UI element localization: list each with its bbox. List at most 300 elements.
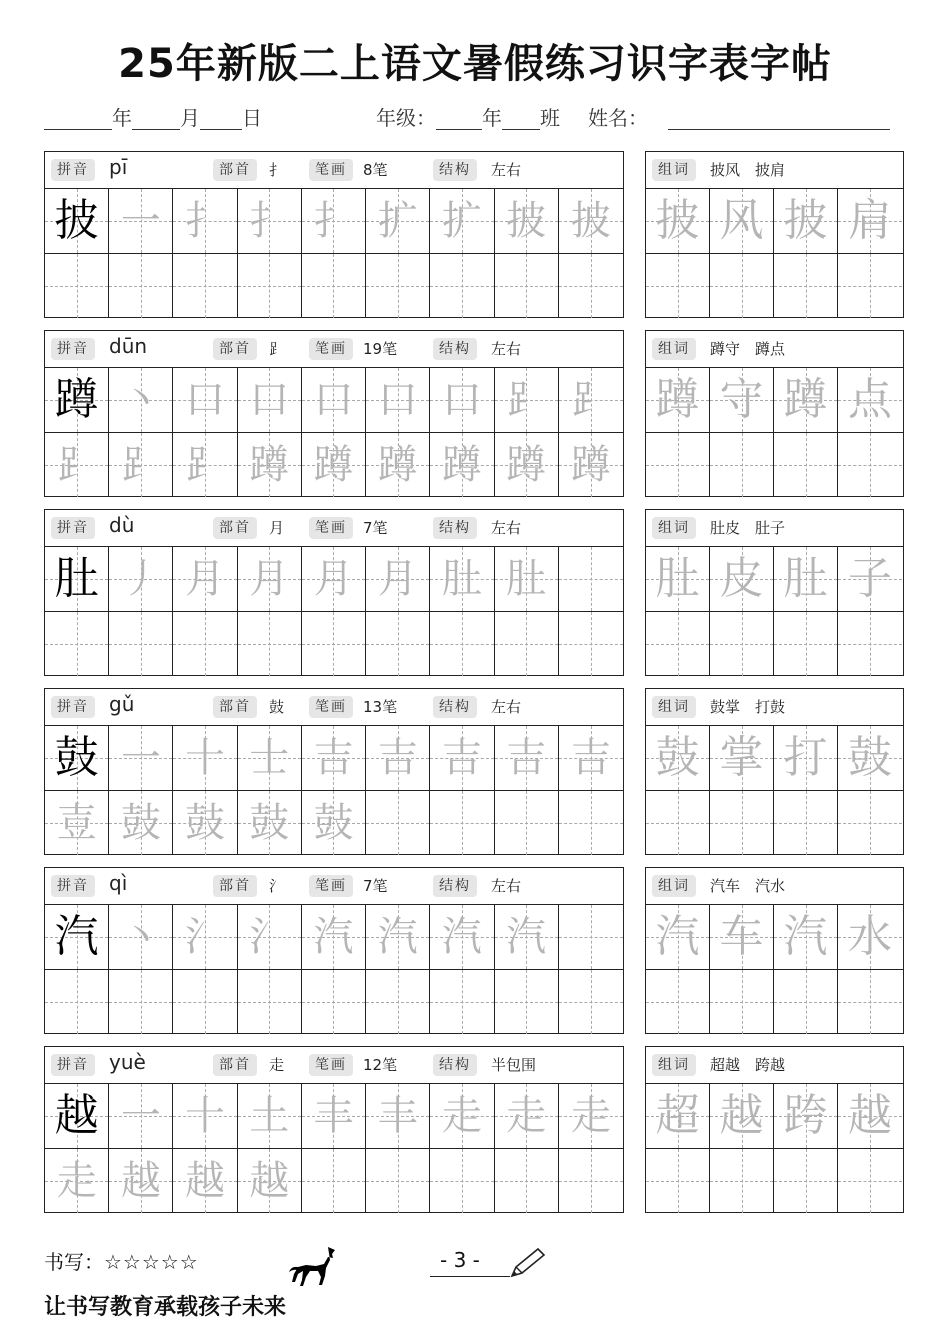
trace-character: 披 [655,195,700,246]
writing-cell[interactable] [173,189,237,253]
writing-cell[interactable] [495,254,559,318]
trace-character: 点 [848,374,892,425]
stroke-step: 口 [441,377,482,423]
stroke-step: 扌 [313,198,354,244]
structure-tag: 结构 [433,338,477,360]
stroke-step: 蹲 [441,442,482,488]
horse-icon [288,1244,340,1288]
character-info-header [45,1047,623,1084]
structure-value: 左右 [491,877,522,895]
grade-year-label: 年 [482,106,502,130]
stroke-step: 走 [506,1093,547,1139]
pinyin-tag: 拼音 [51,517,95,539]
trace-character: 鼓 [655,732,700,783]
writing-cell[interactable] [646,970,710,1034]
writing-cell[interactable] [173,726,237,790]
writing-cell[interactable] [45,189,109,253]
writing-cell[interactable] [774,254,838,318]
writing-cell[interactable] [710,1149,774,1213]
writing-cell[interactable] [109,189,173,253]
stroke-step: 吉 [313,735,354,781]
stroke-step: 吉 [441,735,482,781]
writing-cell[interactable] [45,1149,109,1213]
writing-cell[interactable] [173,791,237,855]
writing-cell[interactable] [109,791,173,855]
writing-cell[interactable] [302,433,366,497]
stroke-order-panel [44,509,624,676]
pinyin-value: gǔ [109,692,135,716]
stroke-step: 披 [570,198,611,244]
writing-cell[interactable] [366,547,430,611]
writing-cell[interactable] [366,791,430,855]
practice-row [45,368,623,432]
writing-cell[interactable] [430,547,494,611]
writing-cell[interactable] [366,1149,430,1213]
writing-cell[interactable] [430,433,494,497]
writing-cell[interactable] [366,254,430,318]
words-tag: 组词 [652,517,696,539]
writing-cell[interactable] [495,1149,559,1213]
writing-cell[interactable] [838,189,902,253]
class-blank[interactable] [502,106,540,130]
word-header [646,331,903,368]
trace-character: 肩 [848,195,892,246]
writing-cell[interactable] [838,612,902,676]
writing-cell[interactable] [774,970,838,1034]
grade-label: 年级： [376,106,436,130]
practice-row [45,432,623,496]
writing-cell[interactable] [430,1149,494,1213]
writing-cell[interactable] [559,1084,623,1148]
writing-cell[interactable] [774,1084,838,1148]
stroke-step: 十 [185,735,226,781]
words-tag: 组词 [652,338,696,360]
radical-value: ⻊ [269,340,285,358]
day-blank[interactable] [200,106,242,130]
pinyin-tag: 拼音 [51,159,95,181]
writing-cell[interactable] [559,970,623,1034]
practice-row [45,253,623,317]
pinyin-tag: 拼音 [51,338,95,360]
practice-row [45,790,623,854]
writing-cell[interactable] [838,905,902,969]
writing-cell[interactable] [646,791,710,855]
writing-cell[interactable] [646,547,710,611]
practice-row [45,547,623,611]
writing-cell[interactable] [173,368,237,432]
stroke-step: 肚 [441,556,482,602]
writing-cell[interactable] [838,254,902,318]
writing-cell[interactable] [774,1149,838,1213]
writing-cell[interactable] [109,433,173,497]
writing-cell[interactable] [559,726,623,790]
writing-cell[interactable] [559,547,623,611]
words-tag: 组词 [652,1054,696,1076]
writing-cell[interactable] [109,368,173,432]
words-value: 肚皮 肚子 [710,519,786,537]
month-label: 月 [180,106,200,130]
trace-character: 鼓 [848,732,892,783]
radical-value: 扌 [269,161,285,179]
word-header [646,689,903,726]
words-value: 超越 跨越 [710,1056,786,1074]
writing-cell[interactable] [710,791,774,855]
writing-cell[interactable] [302,368,366,432]
writing-cell[interactable] [366,970,430,1034]
writing-cell[interactable] [710,254,774,318]
writing-cell[interactable] [366,368,430,432]
stroke-step: 丶 [120,914,161,960]
class-label: 班 [540,106,560,130]
words-value: 汽车 汽水 [710,877,786,895]
grade-blank[interactable] [436,106,482,130]
writing-cell[interactable] [302,1084,366,1148]
trace-character: 汽 [655,911,700,962]
writing-cell[interactable] [495,189,559,253]
stroke-step: 一 [120,198,161,244]
writing-cell[interactable] [430,612,494,676]
pinyin-value: yuè [109,1050,146,1074]
writing-cell[interactable] [302,970,366,1034]
writing-cell[interactable] [109,254,173,318]
word-panel [645,1046,904,1213]
writing-cell[interactable] [109,905,173,969]
writing-cell[interactable] [173,905,237,969]
writing-cell[interactable] [430,1084,494,1148]
writing-cell[interactable] [710,612,774,676]
stroke-step: 丰 [313,1093,354,1139]
writing-cell[interactable] [109,726,173,790]
stroke-step: 氵 [249,914,290,960]
name-blank[interactable] [668,106,890,130]
radical-tag: 部首 [213,517,257,539]
writing-cell[interactable] [45,368,109,432]
writing-cell[interactable] [173,433,237,497]
writing-cell[interactable] [45,905,109,969]
stroke-step: 扌 [185,198,226,244]
writing-cell[interactable] [710,433,774,497]
writing-cell[interactable] [559,791,623,855]
structure-value: 左右 [491,340,522,358]
writing-cell[interactable] [559,433,623,497]
writing-cell[interactable] [238,189,302,253]
writing-cell[interactable] [710,726,774,790]
strokes-value: 7笔 [363,877,388,895]
stroke-step: 丿 [120,556,161,602]
stroke-step: ⻊ [56,442,97,488]
trace-character: 车 [719,911,764,962]
writing-cell[interactable] [302,791,366,855]
radical-value: 走 [269,1056,285,1074]
stroke-step: 扩 [377,198,418,244]
writing-cell[interactable] [710,189,774,253]
writing-cell[interactable] [774,189,838,253]
word-panel [645,509,904,676]
writing-cell[interactable] [495,547,559,611]
writing-cell[interactable] [774,791,838,855]
stroke-step: ⻊ [120,442,161,488]
strokes-tag: 笔画 [309,875,353,897]
writing-cell[interactable] [838,726,902,790]
writing-cell[interactable] [646,368,710,432]
writing-cell[interactable] [238,726,302,790]
writing-cell[interactable] [495,726,559,790]
words-value: 蹲守 蹲点 [710,340,786,358]
writing-cell[interactable] [838,1149,902,1213]
writing-cell[interactable] [302,547,366,611]
writing-cell[interactable] [366,905,430,969]
writing-cell[interactable] [238,1149,302,1213]
structure-tag: 结构 [433,517,477,539]
practice-row [45,611,623,675]
radical-value: 月 [269,519,285,537]
stroke-order-panel [44,1046,624,1213]
word-practice-row [646,253,903,317]
strokes-tag: 笔画 [309,517,353,539]
writing-cell[interactable] [45,791,109,855]
writing-cell[interactable] [45,254,109,318]
writing-cell[interactable] [838,547,902,611]
writing-cell[interactable] [710,1084,774,1148]
stroke-step: ⻊ [185,442,226,488]
writing-cell[interactable] [238,433,302,497]
trace-character: 掌 [719,732,764,783]
writing-cell[interactable] [710,368,774,432]
stroke-step: 越 [120,1158,161,1204]
word-practice-row [646,969,903,1033]
writing-cell[interactable] [238,368,302,432]
writing-label: 书写： [44,1250,104,1274]
radical-tag: 部首 [213,696,257,718]
trace-character: 水 [848,911,892,962]
word-header [646,152,903,189]
pinyin-value: qì [109,871,128,895]
writing-cell[interactable] [366,189,430,253]
writing-cell[interactable] [302,1149,366,1213]
writing-cell[interactable] [173,612,237,676]
writing-cell[interactable] [646,1149,710,1213]
writing-cell[interactable] [45,547,109,611]
writing-cell[interactable] [430,368,494,432]
stroke-step: 一 [120,735,161,781]
stroke-step: 月 [313,556,354,602]
writing-cell[interactable] [366,612,430,676]
writing-cell[interactable] [774,547,838,611]
writing-cell[interactable] [774,726,838,790]
trace-character: 守 [719,374,764,425]
writing-cell[interactable] [238,970,302,1034]
strokes-value: 12笔 [363,1056,398,1074]
writing-cell[interactable] [238,612,302,676]
writing-cell[interactable] [710,970,774,1034]
word-panel [645,330,904,497]
stroke-step: ⻊ [506,377,547,423]
words-tag: 组词 [652,875,696,897]
trace-character: 皮 [719,553,764,604]
stroke-step: 蹲 [506,442,547,488]
writing-rating [44,1246,199,1275]
writing-cell[interactable] [109,1149,173,1213]
writing-cell[interactable] [238,1084,302,1148]
stroke-step: 越 [249,1158,290,1204]
writing-cell[interactable] [109,612,173,676]
word-trace-row [646,905,903,969]
writing-cell[interactable] [646,1084,710,1148]
writing-cell[interactable] [559,368,623,432]
writing-cell[interactable] [559,612,623,676]
stroke-step: 口 [313,377,354,423]
writing-cell[interactable] [774,612,838,676]
writing-cell[interactable] [173,1149,237,1213]
stroke-step: 吉 [570,735,611,781]
writing-cell[interactable] [109,970,173,1034]
trace-character: 打 [783,732,828,783]
writing-cell[interactable] [109,547,173,611]
structure-value: 左右 [491,161,522,179]
writing-cell[interactable] [838,368,902,432]
radical-tag: 部首 [213,159,257,181]
stroke-step: 肚 [506,556,547,602]
radical-value: 鼓 [269,698,285,716]
words-value: 披风 披肩 [710,161,786,179]
trace-character: 跨 [783,1090,828,1141]
writing-cell[interactable] [430,189,494,253]
writing-cell[interactable] [559,905,623,969]
writing-cell[interactable] [173,547,237,611]
writing-cell[interactable] [302,905,366,969]
stroke-step: 吉 [506,735,547,781]
writing-cell[interactable] [45,433,109,497]
word-trace-row [646,189,903,253]
pinyin-tag: 拼音 [51,696,95,718]
trace-character: 汽 [783,911,828,962]
writing-cell[interactable] [495,1084,559,1148]
slogan: 让书写教育承载孩子未来 [44,1295,287,1320]
writing-cell[interactable] [710,905,774,969]
writing-cell[interactable] [430,970,494,1034]
word-practice-row [646,790,903,854]
writing-cell[interactable] [774,368,838,432]
stroke-step: 汽 [377,914,418,960]
stroke-step: 走 [441,1093,482,1139]
writing-cell[interactable] [495,791,559,855]
writing-cell[interactable] [774,905,838,969]
writing-cell[interactable] [559,254,623,318]
writing-cell[interactable] [45,612,109,676]
word-header [646,1047,903,1084]
writing-cell[interactable] [559,189,623,253]
writing-cell[interactable] [710,547,774,611]
writing-cell[interactable] [430,791,494,855]
writing-cell[interactable] [302,612,366,676]
writing-cell[interactable] [559,1149,623,1213]
writing-cell[interactable] [302,189,366,253]
trace-character: 蹲 [783,374,828,425]
writing-cell[interactable] [366,1084,430,1148]
model-character: 越 [54,1090,99,1141]
writing-cell[interactable] [646,433,710,497]
stroke-step: 汽 [441,914,482,960]
words-tag: 组词 [652,696,696,718]
writing-cell[interactable] [495,905,559,969]
writing-cell[interactable] [495,970,559,1034]
writing-cell[interactable] [646,254,710,318]
stroke-step: 扩 [441,198,482,244]
structure-value: 左右 [491,519,522,537]
stroke-step: 鼓 [185,800,226,846]
rating-stars[interactable]: ☆☆☆☆☆ [104,1250,199,1274]
stroke-step: 鼓 [313,800,354,846]
writing-cell[interactable] [173,254,237,318]
model-character: 肚 [54,553,99,604]
writing-cell[interactable] [430,254,494,318]
writing-cell[interactable] [495,368,559,432]
writing-cell[interactable] [45,970,109,1034]
writing-cell[interactable] [366,726,430,790]
month-blank[interactable] [132,106,180,130]
stroke-step: 鼓 [249,800,290,846]
stroke-step: 蹲 [377,442,418,488]
writing-cell[interactable] [495,612,559,676]
writing-cell[interactable] [173,1084,237,1148]
writing-cell[interactable] [173,970,237,1034]
stroke-step: 扌 [249,198,290,244]
stroke-step: 蹲 [313,442,354,488]
trace-character: 子 [848,553,892,604]
trace-character: 肚 [783,553,828,604]
year-blank[interactable] [44,106,112,130]
writing-cell[interactable] [646,905,710,969]
writing-cell[interactable] [302,726,366,790]
stroke-step: 吉 [377,735,418,781]
writing-cell[interactable] [838,970,902,1034]
writing-cell[interactable] [646,726,710,790]
structure-tag: 结构 [433,1054,477,1076]
writing-cell[interactable] [646,612,710,676]
writing-cell[interactable] [838,433,902,497]
writing-cell[interactable] [366,433,430,497]
writing-cell[interactable] [238,547,302,611]
writing-cell[interactable] [238,791,302,855]
stroke-step: 月 [377,556,418,602]
pinyin-tag: 拼音 [51,875,95,897]
stroke-step: 月 [185,556,226,602]
writing-cell[interactable] [495,433,559,497]
day-label: 日 [242,106,262,130]
character-info-header [45,868,623,905]
writing-cell[interactable] [238,254,302,318]
stroke-step: 士 [249,735,290,781]
structure-tag: 结构 [433,159,477,181]
pinyin-value: pī [109,155,128,179]
writing-cell[interactable] [302,254,366,318]
writing-cell[interactable] [646,189,710,253]
strokes-value: 19笔 [363,340,398,358]
writing-cell[interactable] [238,905,302,969]
writing-cell[interactable] [45,1084,109,1148]
writing-cell[interactable] [430,905,494,969]
writing-cell[interactable] [838,1084,902,1148]
radical-tag: 部首 [213,875,257,897]
writing-cell[interactable] [109,1084,173,1148]
writing-cell[interactable] [774,433,838,497]
word-trace-row [646,726,903,790]
writing-cell[interactable] [45,726,109,790]
stroke-order-panel [44,330,624,497]
writing-cell[interactable] [430,726,494,790]
stroke-step: 一 [120,1093,161,1139]
writing-cell[interactable] [838,791,902,855]
